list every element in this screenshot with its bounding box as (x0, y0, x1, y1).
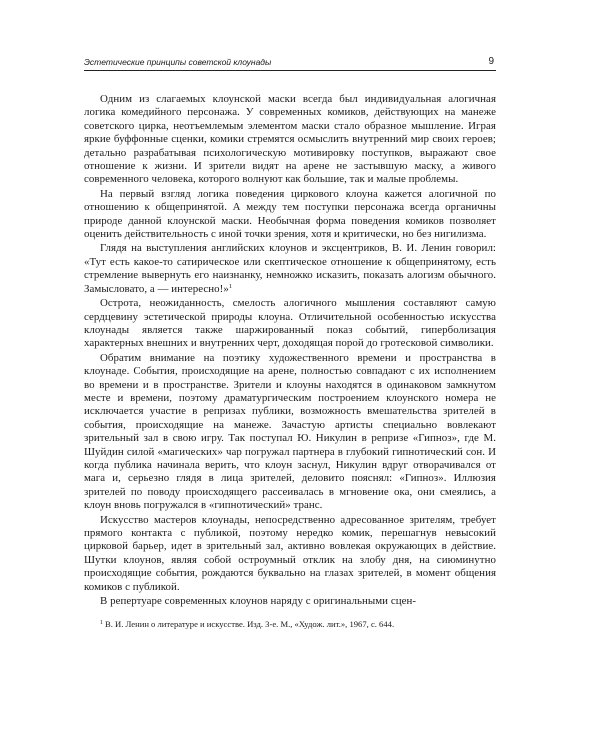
paragraph-text: Глядя на выступления английских клоунов и эксцентриков, В. И. Ленин говорил: «Тут есть какое-то сатирическое или скептическое отношение к общепринятому, есть стремление вывернуть его наизнанку, немножко исказить, показать алогизм обычного. Замысловато, а — интересно!» (84, 242, 496, 295)
page-number: 9 (488, 56, 494, 67)
page (84, 56, 496, 630)
paragraph: Искусство мастеров клоунады, непосредственно адресованное зрителям, требует прямого контакта с публикой, поэтому нередко комик, перешагнув невысокий цирковой барьер, идет в зрительный зал, активно вовлекая окружающих в действие. Шутки клоунов, являя собой остроумный отклик на злобу дня, на сиюминутно происходящие события, рождаются буквально на глазах зрителей, в момент общения комиков с публикой. (84, 513, 496, 593)
header-rule (84, 70, 496, 71)
footnote (84, 618, 496, 630)
paragraph: Одним из слагаемых клоунской маски всегда был индивидуальная алогичная логика комедийного персонажа. У современных комиков, действующих на манеже советского цирка, неотъемлемым элементом маски стало образное мышление. Играя яркие буффонные сценки, комики стремятся осмыслить внутренний мир своих героев; детально разрабатывая психологическую мотивировку поступков, выражают свое отношение к жизни. И зрители видят на арене не застывшую маску, а живого современного человека, которого волнуют как большие, так и малые проблемы. (84, 93, 496, 186)
paragraph: Острота, неожиданность, смелость алогичного мышления составляют самую сердцевину эстетической природы клоуна. Отличительной особенностью искусства клоунады является также шаржированный показ событий, гиперболизация характерных внешних и внутренних черт, доходящая порой до гротесковой символики. (84, 297, 496, 350)
paragraph: На первый взгляд логика поведения циркового клоуна кажется алогичной по отношению к общепринятой. А между тем поступки персонажа всегда органичны природе данной клоунской маски. Необычная форма поведения комиков позволяет оценить действительность с иной точки зрения, хотя и критически, но без нигилизма. (84, 187, 496, 241)
paragraph: В репертуаре современных клоунов наряду с оригинальными сцен- (100, 595, 417, 608)
running-head-title: Эстетические принципы советской клоунады (84, 57, 272, 67)
footnote-reference: 1 (228, 282, 233, 290)
footnote-mark: 1 (100, 620, 103, 627)
paragraph (84, 242, 496, 296)
running-head (84, 56, 496, 70)
body-text (84, 93, 496, 608)
footnote-text: В. И. Ленин о литературе и искусстве. Изд. 3-е. М., «Худож. лит.», 1967, с. 644. (105, 619, 395, 630)
paragraph: Обратим внимание на поэтику художественного времени и пространства в клоунаде. События, происходящие на арене, полностью совпадают с их исполнением во времени и в пространстве. Зрители и клоуны находятся в одинаковом замкнутом месте и времени, поэтому драматургическим построением клоунского номера не исключается участие в репризах публики, возможность вмешательства зрителей в события, происходящие на манеже. Зачастую артисты специально вовлекают зрительный зал в свою игру. Так поступал Ю. Никулин в репризе «Гипноз», где М. Шуйдин силой «магических» чар погружал партнера в глубокий гипнотический сон. И когда публика начинала верить, что клоун заснул, Никулин вдруг отворачивался от мага и, серьезно глядя в лица зрителей, деловито пояснял: «Гипноз». Иллюзия зрителей по поводу происходящего рассеивалась в мгновение ока, они смеялись, а клоун вновь погружался в «гипнотический» транс. (84, 351, 496, 512)
